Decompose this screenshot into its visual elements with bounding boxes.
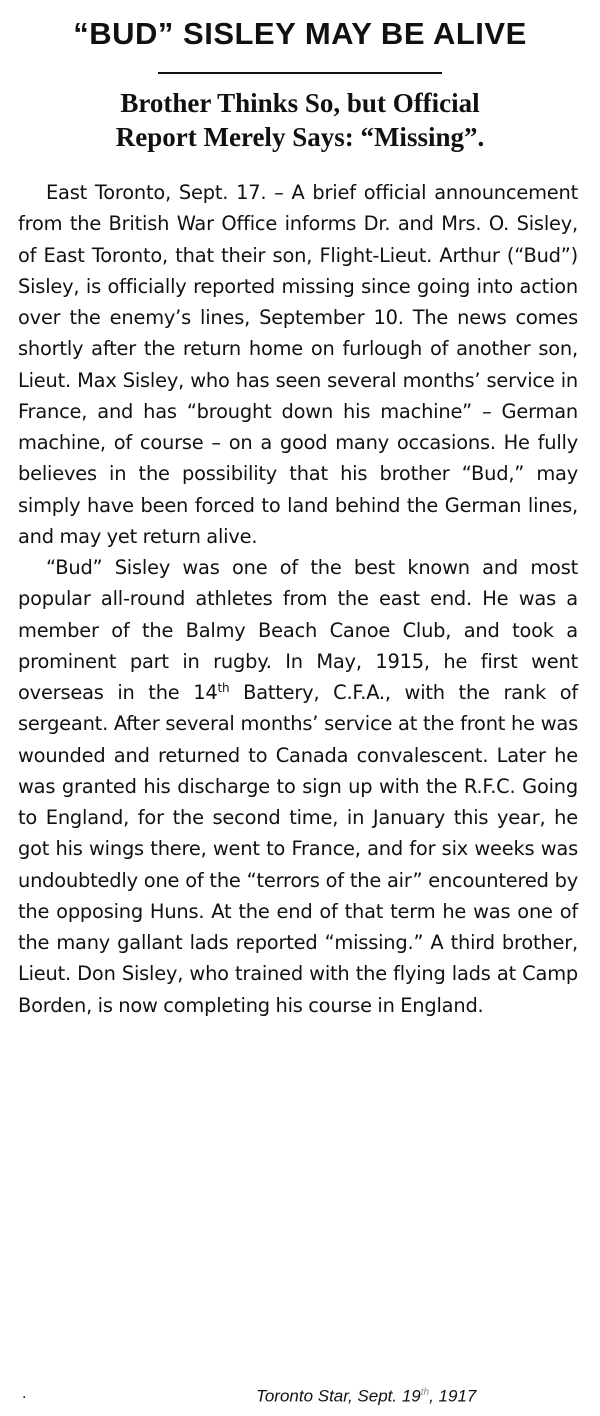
- attribution-text-a: Toronto Star, Sept. 19: [256, 1386, 421, 1406]
- attribution-text-b: , 1917: [429, 1386, 477, 1406]
- headline-divider: [158, 72, 442, 74]
- subheadline: [0, 86, 600, 154]
- article-paragraph-1: East Toronto, Sept. 17. – A brief official announcement from the British War Office informs Dr. and Mrs. O. Sisley, of East Toronto, that their son, Flight-Lieut. Arthur (“Bud”) Sisley, is officially reported missing since going into action over the enemy’s lines, September 10. The news comes shortly after the return home on furlough of another son, Lieut. Max Sisley, who has seen several months’ service in France, and has “brought down his machine” – German machine, of course – on a good many occasions. He fully believes in the possibility that his brother “Bud,” may simply have been forced to land behind the German lines, and may yet return alive.: [18, 181, 578, 548]
- subheadline-line-1: Brother Thinks So, but Official: [120, 88, 480, 118]
- attribution-ordinal: th: [420, 1387, 430, 1398]
- ordinal-suffix: th: [217, 681, 230, 695]
- paragraph-2-text-a: “Bud” Sisley was one of the best known and most popular all-round athletes from the east end. He was a member of the Balmy Beach Canoe Club, and took a prominent part in rugby. In May, 1915, he first went overseas in the 14: [18, 556, 578, 704]
- subheadline-line-2: Report Merely Says: “Missing”.: [115, 122, 485, 152]
- corner-mark: .: [22, 1385, 27, 1402]
- headline: “BUD” SISLEY MAY BE ALIVE: [73, 16, 527, 51]
- article-body: [18, 177, 578, 1021]
- source-attribution: [256, 1382, 476, 1408]
- article-paragraph-2: [18, 552, 578, 1021]
- paragraph-2-text-b: Battery, C.F.A., with the rank of sergeant. After several months’ service at the front he was wounded and returned to Canada convalescent. Later he was granted his discharge to sign up with the R.F.C. Going to England, for the second time, in January this year, he got his wings there, went to France, and for six weeks was undoubtedly one of the “terrors of the air” encountered by the opposing Huns. At the end of that term he was one of the many gallant lads reported “missing.” A third brother, Lieut. Don Sisley, who trained with the flying lads at Camp Borden, is now completing his course in England.: [18, 681, 578, 1017]
